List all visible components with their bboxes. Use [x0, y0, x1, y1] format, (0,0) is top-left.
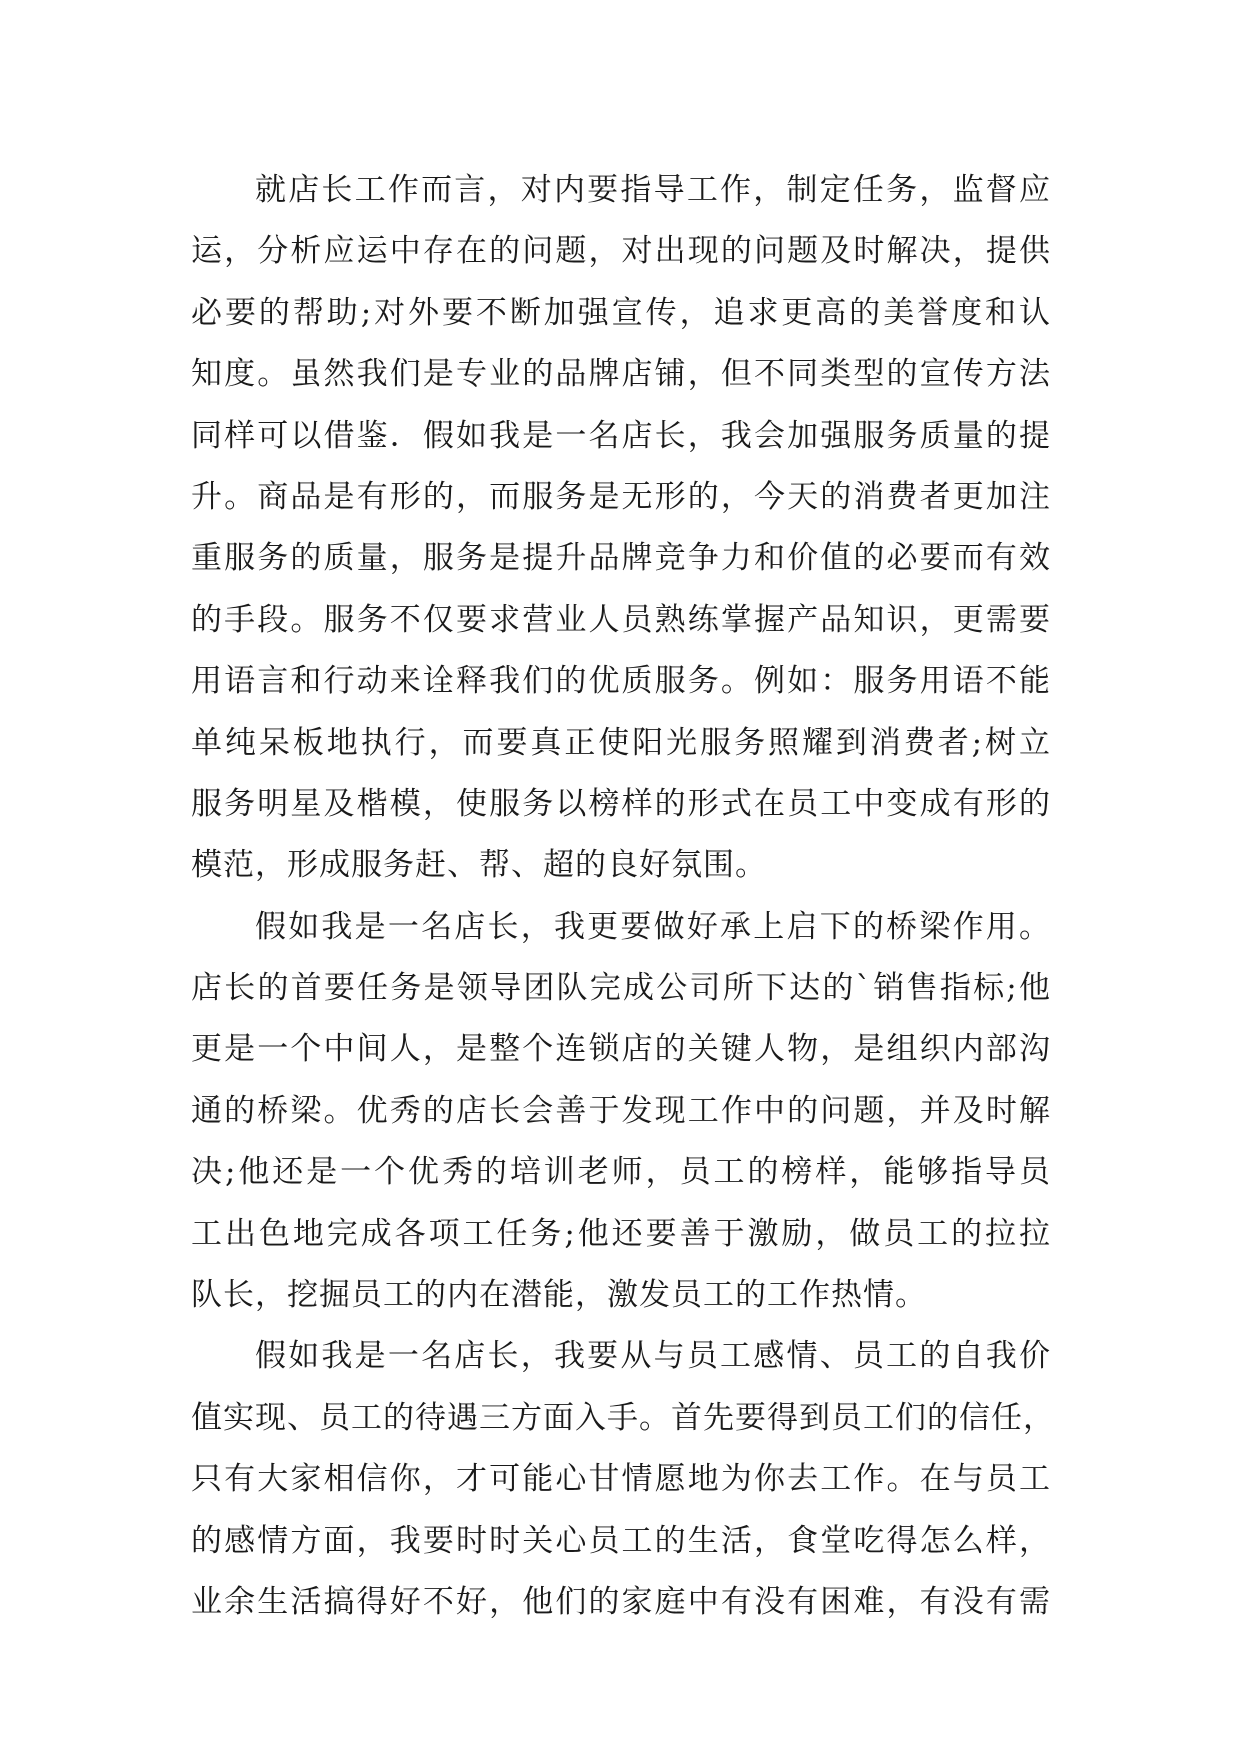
- paragraph-3-line-1: 假如我是一名店长，我要从与员工感情、员工的自我价: [255, 1338, 1051, 1375]
- paragraph-2-line-3: 更是一个中间人，是整个连锁店的关键人物，是组织内部沟: [191, 1031, 1051, 1068]
- paragraph-2-line-5: 决;他还是一个优秀的培训老师，员工的榜样，能够指导员: [191, 1154, 1051, 1191]
- paragraph-1-line-3: 必要的帮助;对外要不断加强宣传，追求更高的美誉度和认: [191, 294, 1051, 331]
- paragraph-3-line-5: 业余生活搞得好不好，他们的家庭中有没有困难，有没有需: [191, 1583, 1051, 1620]
- paragraph-1-line-12: 模范，形成服务赶、帮、超的良好氛围。: [191, 847, 767, 884]
- paragraph-1-line-9: 用语言和行动来诠释我们的优质服务。例如：服务用语不能: [191, 663, 1051, 700]
- paragraph-1-line-8: 的手段。服务不仅要求营业人员熟练掌握产品知识，更需要: [191, 601, 1051, 638]
- paragraph-1-line-6: 升。商品是有形的，而服务是无形的，今天的消费者更加注: [191, 478, 1051, 515]
- paragraph-3-line-2: 值实现、员工的待遇三方面入手。首先要得到员工们的信任，: [191, 1399, 1055, 1436]
- paragraph-2-line-6: 工出色地完成各项工任务;他还要善于激励，做员工的拉拉: [191, 1215, 1051, 1252]
- paragraph-1-line-5: 同样可以借鉴．假如我是一名店长，我会加强服务质量的提: [191, 417, 1051, 454]
- paragraph-2-line-1: 假如我是一名店长，我更要做好承上启下的桥梁作用。: [255, 908, 1051, 945]
- paragraph-1-line-2: 运，分析应运中存在的问题，对出现的问题及时解决，提供: [191, 233, 1051, 270]
- paragraph-1-line-1: 就店长工作而言，对内要指导工作，制定任务，监督应: [255, 172, 1051, 208]
- paragraph-2-line-7: 队长，挖掘员工的内在潜能，激发员工的工作热情。: [191, 1277, 927, 1314]
- paragraph-1-line-11: 服务明星及楷模，使服务以榜样的形式在员工中变成有形的: [191, 785, 1051, 822]
- paragraph-2-line-2: 店长的首要任务是领导团队完成公司所下达的`销售指标;他: [191, 970, 1051, 1007]
- paragraph-3-line-4: 的感情方面，我要时时关心员工的生活，食堂吃得怎么样，: [191, 1522, 1051, 1559]
- paragraph-1-line-4: 知度。虽然我们是专业的品牌店铺，但不同类型的宣传方法: [191, 356, 1051, 393]
- paragraph-1-line-7: 重服务的质量，服务是提升品牌竞争力和价值的必要而有效: [191, 540, 1051, 577]
- document-body: [191, 160, 1055, 1633]
- paragraph-2-line-4: 通的桥梁。优秀的店长会善于发现工作中的问题，并及时解: [191, 1092, 1051, 1129]
- paragraph-1-line-10: 单纯呆板地执行，而要真正使阳光服务照耀到消费者;树立: [191, 724, 1051, 761]
- paragraph-3-line-3: 只有大家相信你，才可能心甘情愿地为你去工作。在与员工: [191, 1461, 1051, 1498]
